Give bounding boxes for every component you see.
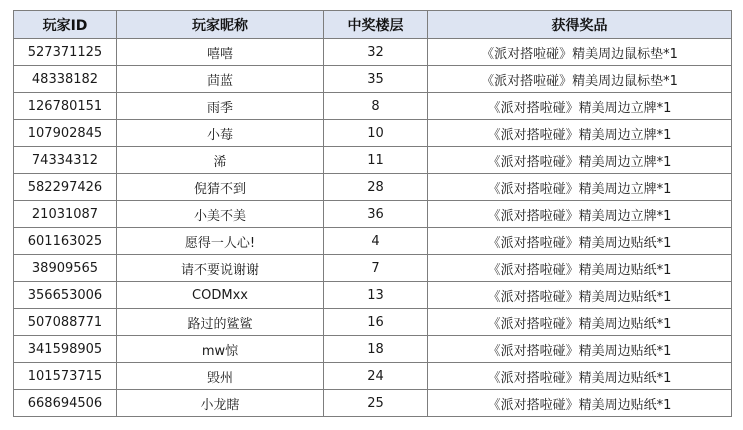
winning-floor-cell: 24 — [324, 363, 428, 390]
player-id-cell: 356653006 — [14, 282, 117, 309]
prize-cell: 《派对搭啦碰》精美周边贴纸*1 — [428, 390, 732, 417]
player-id-cell: 107902845 — [14, 120, 117, 147]
player-id-cell: 38909565 — [14, 255, 117, 282]
prize-cell: 《派对搭啦碰》精美周边贴纸*1 — [428, 255, 732, 282]
player-nickname-cell: 路过的鲨鲨 — [117, 309, 324, 336]
winning-floor-cell: 8 — [324, 93, 428, 120]
prize-cell: 《派对搭啦碰》精美周边立牌*1 — [428, 201, 732, 228]
table-row — [14, 309, 732, 336]
player-nickname-cell: 小美不美 — [117, 201, 324, 228]
winning-floor-cell: 11 — [324, 147, 428, 174]
table-row — [14, 336, 732, 363]
winning-floor-cell: 35 — [324, 66, 428, 93]
player-nickname-cell: CODMxx — [117, 282, 324, 309]
prize-cell: 《派对搭啦碰》精美周边立牌*1 — [428, 174, 732, 201]
table-row — [14, 120, 732, 147]
player-nickname-cell: 请不要说谢谢 — [117, 255, 324, 282]
table-row — [14, 390, 732, 417]
header-player-nickname: 玩家昵称 — [117, 11, 324, 39]
prize-cell: 《派对搭啦碰》精美周边贴纸*1 — [428, 228, 732, 255]
table-body — [14, 39, 732, 417]
player-id-cell: 48338182 — [14, 66, 117, 93]
player-nickname-cell: mw惊 — [117, 336, 324, 363]
table-row — [14, 39, 732, 66]
header-winning-floor: 中奖楼层 — [324, 11, 428, 39]
table-row — [14, 201, 732, 228]
prize-cell: 《派对搭啦碰》精美周边贴纸*1 — [428, 282, 732, 309]
player-nickname-cell: 小龙瞎 — [117, 390, 324, 417]
player-id-cell: 341598905 — [14, 336, 117, 363]
winners-table — [13, 10, 732, 417]
winning-floor-cell: 18 — [324, 336, 428, 363]
prize-cell: 《派对搭啦碰》精美周边立牌*1 — [428, 147, 732, 174]
player-nickname-cell: 倪猜不到 — [117, 174, 324, 201]
prize-cell: 《派对搭啦碰》精美周边鼠标垫*1 — [428, 39, 732, 66]
prize-cell: 《派对搭啦碰》精美周边贴纸*1 — [428, 363, 732, 390]
winning-floor-cell: 4 — [324, 228, 428, 255]
player-id-cell: 101573715 — [14, 363, 117, 390]
table-row — [14, 363, 732, 390]
player-nickname-cell: 愿得一人心! — [117, 228, 324, 255]
winning-floor-cell: 28 — [324, 174, 428, 201]
header-row — [14, 11, 732, 39]
player-id-cell: 507088771 — [14, 309, 117, 336]
header-player-id: 玩家ID — [14, 11, 117, 39]
player-nickname-cell: 毁州 — [117, 363, 324, 390]
player-nickname-cell: 茴蓝 — [117, 66, 324, 93]
prize-cell: 《派对搭啦碰》精美周边鼠标垫*1 — [428, 66, 732, 93]
winning-floor-cell: 16 — [324, 309, 428, 336]
table-row — [14, 282, 732, 309]
table-row — [14, 228, 732, 255]
table-row — [14, 147, 732, 174]
player-id-cell: 582297426 — [14, 174, 117, 201]
winning-floor-cell: 36 — [324, 201, 428, 228]
player-id-cell: 21031087 — [14, 201, 117, 228]
player-nickname-cell: 小莓 — [117, 120, 324, 147]
player-nickname-cell: 雨季 — [117, 93, 324, 120]
winning-floor-cell: 7 — [324, 255, 428, 282]
winning-floor-cell: 32 — [324, 39, 428, 66]
player-nickname-cell: 浠 — [117, 147, 324, 174]
winning-floor-cell: 10 — [324, 120, 428, 147]
table-row — [14, 66, 732, 93]
prize-cell: 《派对搭啦碰》精美周边立牌*1 — [428, 120, 732, 147]
winning-floor-cell: 13 — [324, 282, 428, 309]
player-id-cell: 527371125 — [14, 39, 117, 66]
player-id-cell: 126780151 — [14, 93, 117, 120]
prize-cell: 《派对搭啦碰》精美周边贴纸*1 — [428, 336, 732, 363]
player-id-cell: 601163025 — [14, 228, 117, 255]
header-prize: 获得奖品 — [428, 11, 732, 39]
prize-cell: 《派对搭啦碰》精美周边贴纸*1 — [428, 309, 732, 336]
player-id-cell: 74334312 — [14, 147, 117, 174]
table-row — [14, 93, 732, 120]
prize-cell: 《派对搭啦碰》精美周边立牌*1 — [428, 93, 732, 120]
winners-table-container — [13, 10, 731, 417]
winning-floor-cell: 25 — [324, 390, 428, 417]
table-row — [14, 255, 732, 282]
player-id-cell: 668694506 — [14, 390, 117, 417]
table-row — [14, 174, 732, 201]
player-nickname-cell: 嘻嘻 — [117, 39, 324, 66]
table-header — [14, 11, 732, 39]
